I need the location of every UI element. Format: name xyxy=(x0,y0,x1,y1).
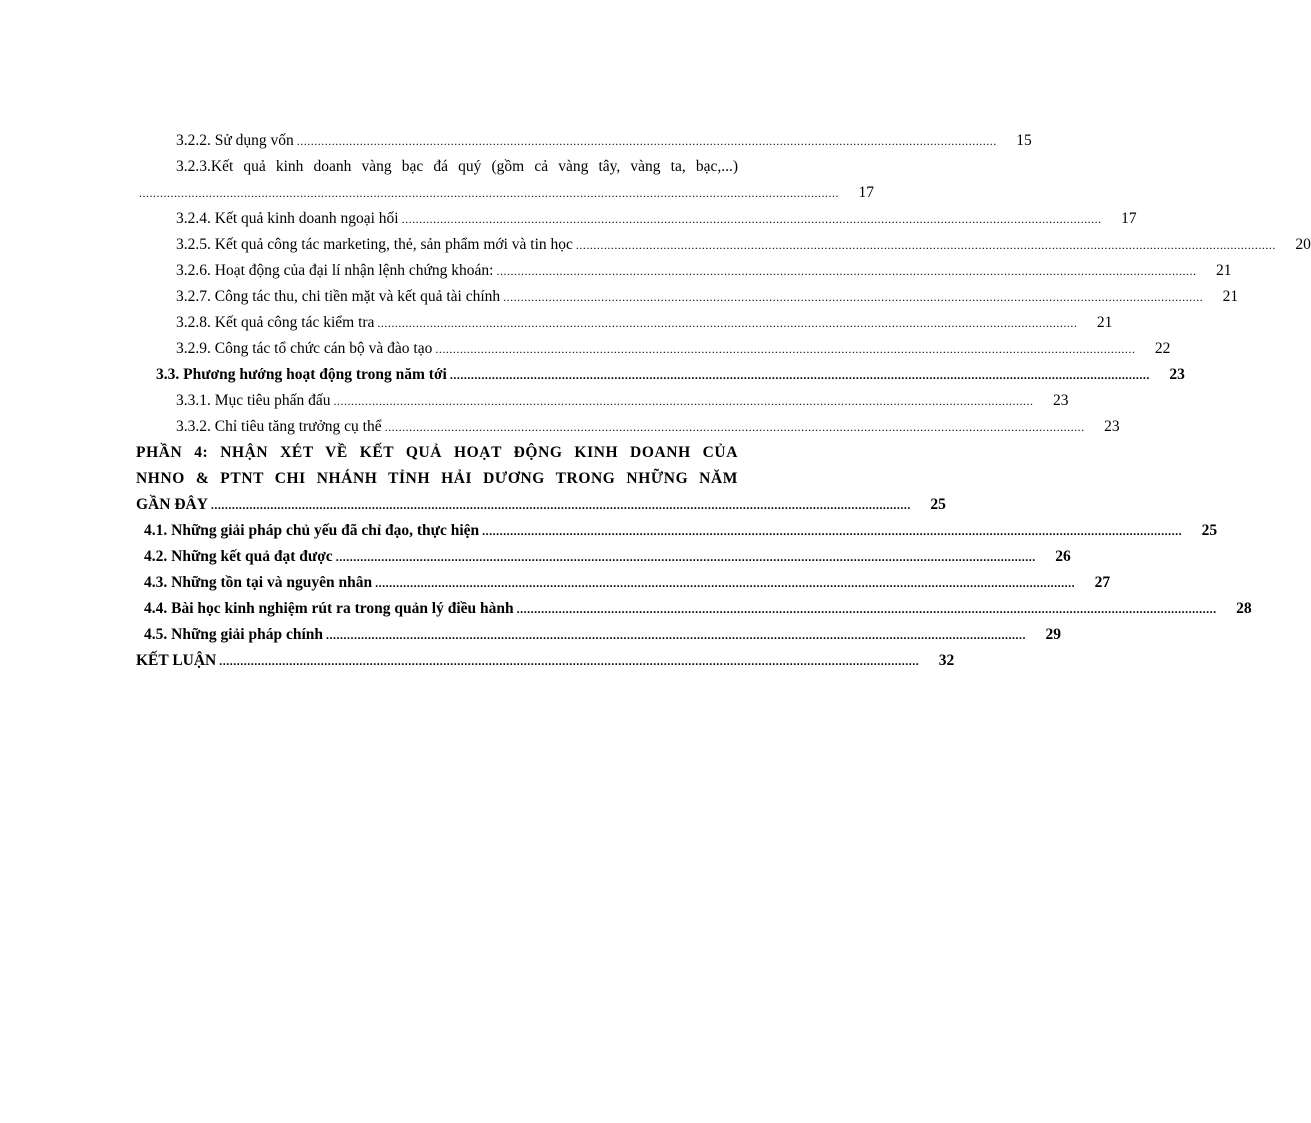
toc-entry-label: 3.2.4. Kết quả kinh doanh ngoại hối xyxy=(176,210,399,227)
toc-entry[interactable] xyxy=(156,362,1185,388)
toc-entry[interactable] xyxy=(176,232,1311,258)
toc-entry-label: 3.3.1. Mục tiêu phấn đấu xyxy=(176,392,331,409)
toc-entry[interactable] xyxy=(176,414,1120,440)
toc-entry-page: 22 xyxy=(1154,340,1171,357)
toc-entry-page: 23 xyxy=(1104,418,1120,435)
dot-leader: ........................................................................................................................................................................................................ xyxy=(296,134,997,148)
toc-entry-page: 21 xyxy=(1096,314,1113,331)
toc-entry-label-line[interactable]: 3.2.3.Kết quả kinh doanh vàng bạc đá quý (gồm cả vàng tây, vàng ta, bạc,...) xyxy=(176,158,738,175)
toc-entry-label: 3.2.7. Công tác thu, chi tiền mặt và kết quả tài chính xyxy=(176,288,501,305)
toc-entry-page: 17 xyxy=(1121,210,1137,227)
toc-entry-page: 27 xyxy=(1094,574,1111,591)
toc-entry-label: 3.3.2. Chỉ tiêu tăng trưởng cụ thể xyxy=(176,418,382,435)
dot-leader: ........................................................................................................................................................................................................ xyxy=(482,524,1183,538)
toc-entry-label: 3.2.2. Sử dụng vốn xyxy=(176,132,294,149)
toc-entry-label: 4.3. Những tồn tại và nguyên nhân xyxy=(144,574,373,591)
toc-entry-page: 32 xyxy=(938,652,955,669)
toc-part-heading-line[interactable]: NHNO & PTNT CHI NHÁNH TỈNH HẢI DƯƠNG TRONG NHỮNG NĂM xyxy=(136,470,738,487)
toc-entry-page: 23 xyxy=(1053,392,1069,409)
toc-entry-page: 26 xyxy=(1055,548,1071,565)
dot-leader: ........................................................................................................................................................................................................ xyxy=(503,290,1204,304)
toc-entry-label: 3.2.9. Công tác tổ chức cán bộ và đào tạo xyxy=(176,340,433,357)
dot-leader: ........................................................................................................................................................................................................ xyxy=(210,498,911,512)
toc-entry-label: KẾT LUẬN xyxy=(136,652,217,669)
dot-leader: ........................................................................................................................................................................................................ xyxy=(333,394,1034,408)
toc-entry-page: 29 xyxy=(1045,626,1062,643)
toc-entry[interactable] xyxy=(144,544,1071,570)
toc-entry-label: 4.4. Bài học kinh nghiệm rút ra trong quản lý điều hành xyxy=(144,600,514,617)
toc-entry-label: 3.3. Phương hướng hoạt động trong năm tới xyxy=(156,366,447,383)
toc-entry-page: 25 xyxy=(930,496,946,513)
toc-entry-label: 4.5. Những giải pháp chính xyxy=(144,626,324,643)
toc-entry-page: 21 xyxy=(1222,288,1239,305)
toc-entry[interactable] xyxy=(136,180,874,206)
toc-entry-label: 3.2.5. Kết quả công tác marketing, thẻ, sản phẩm mới và tin học xyxy=(176,236,573,253)
dot-leader: ........................................................................................................................................................................................................ xyxy=(449,368,1150,382)
toc-entry-page: 20 xyxy=(1295,236,1311,253)
toc-entry[interactable] xyxy=(176,258,1232,284)
toc-entry[interactable] xyxy=(176,310,1113,336)
toc-entry[interactable] xyxy=(136,492,946,518)
toc-entry-page: 15 xyxy=(1016,132,1032,149)
toc-entry-label: 3.2.8. Kết quả công tác kiểm tra xyxy=(176,314,375,331)
toc-entry-label: 4.1. Những giải pháp chủ yếu đã chỉ đạo, thực hiện xyxy=(144,522,480,539)
dot-leader: ........................................................................................................................................................................................................ xyxy=(435,342,1136,356)
dot-leader: ........................................................................................................................................................................................................ xyxy=(335,550,1036,564)
toc-entry-label: 3.2.6. Hoạt động của đại lí nhận lệnh chứng khoán: xyxy=(176,262,494,279)
toc-entry[interactable] xyxy=(176,336,1171,362)
toc-entry-page: 21 xyxy=(1215,262,1232,279)
dot-leader: ........................................................................................................................................................................................................ xyxy=(384,420,1085,434)
dot-leader: ........................................................................................................................................................................................................ xyxy=(219,654,920,668)
toc-entry[interactable] xyxy=(176,206,1137,232)
toc-entry[interactable] xyxy=(144,570,1111,596)
dot-leader: ........................................................................................................................................................................................................ xyxy=(401,212,1102,226)
toc-entry-page: 17 xyxy=(858,184,874,201)
dot-leader: ........................................................................................................................................................................................................ xyxy=(377,316,1078,330)
toc-entry[interactable] xyxy=(136,648,955,674)
toc-entry[interactable] xyxy=(144,518,1218,544)
toc-entry-page: 28 xyxy=(1236,600,1252,617)
table-of-contents xyxy=(136,128,1311,674)
dot-leader: ........................................................................................................................................................................................................ xyxy=(375,576,1076,590)
toc-entry[interactable] xyxy=(144,596,1252,622)
toc-entry[interactable] xyxy=(176,388,1069,414)
toc-entry[interactable] xyxy=(144,622,1062,648)
dot-leader: ........................................................................................................................................................................................................ xyxy=(516,602,1217,616)
toc-entry-page: 25 xyxy=(1201,522,1218,539)
toc-entry-label: GẦN ĐÂY xyxy=(136,496,208,513)
dot-leader: ........................................................................................................................................................................................................ xyxy=(496,264,1197,278)
toc-entry[interactable] xyxy=(176,128,1032,154)
toc-entry[interactable] xyxy=(176,284,1239,310)
dot-leader: ........................................................................................................................................................................................................ xyxy=(139,186,839,200)
toc-part-heading-line[interactable]: PHẦN 4: NHẬN XÉT VỀ KẾT QUẢ HOẠT ĐỘNG KINH DOANH CỦA xyxy=(136,444,738,461)
dot-leader: ........................................................................................................................................................................................................ xyxy=(326,628,1027,642)
toc-entry-page: 23 xyxy=(1169,366,1185,383)
dot-leader: ........................................................................................................................................................................................................ xyxy=(575,238,1276,252)
toc-entry-label: 4.2. Những kết quả đạt được xyxy=(144,548,333,565)
